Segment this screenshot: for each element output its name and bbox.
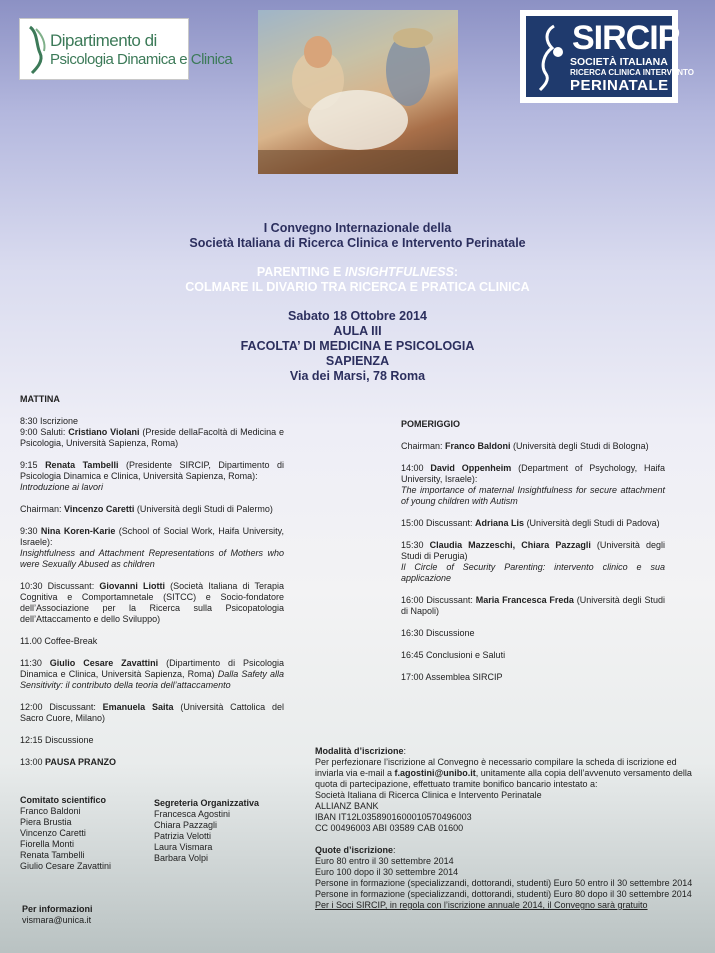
- secretariat-member: Chiara Pazzagli: [154, 820, 218, 830]
- fee-line: Persone in formazione (specializzandi, dottorandi, studenti) Euro 50 entro il 30 settembre 2014: [315, 878, 693, 888]
- conference-title-line1: I Convegno Internazionale della: [263, 221, 452, 235]
- theme-pre: PARENTING E: [256, 265, 345, 279]
- afternoon-title: POMERIGGIO: [401, 419, 461, 429]
- morning-session-4: 10:30 Discussant: Giovanni Liotti (Società Italiana di Terapia Cognitiva e Comportamnetale (SITCC) e Socio-fondatore dell’Associazione per la Ricerca sulla Psicopatologia dell’Attaccamento e dello Sviluppo): [20, 581, 284, 624]
- event-address: Via dei Marsi, 78 Roma: [289, 369, 426, 383]
- secretariat-title: Segreteria Organizzativa: [154, 798, 260, 808]
- theme-ital: INSIGHTFULNESS: [344, 265, 454, 279]
- conference-venue: [0, 309, 715, 384]
- registration-email[interactable]: f.agostini@unibo.it: [394, 768, 476, 778]
- painting-image: [258, 10, 458, 174]
- afternoon-session-3: 15:30 Claudia Mazzeschi, Chiara Pazzagli (Università degli Studi di Perugia) Il Circle of Security Parenting: intervento clinico e sua applicazione: [401, 540, 665, 583]
- registration-line2: inviarla via e-mail a f.agostini@unibo.it, unitamente alla copia dell’avvenuto versamento della: [315, 768, 692, 778]
- sircip-sub1: SOCIETÀ ITALIANA: [570, 56, 668, 68]
- fees-title: Quote d’iscrizione: [315, 845, 394, 855]
- registration-line3: quota di partecipazione, effettuato tramite bonifico bancario intestato a:: [315, 779, 598, 789]
- info-title: Per informazioni: [22, 904, 93, 914]
- theme-line2: COLMARE IL DIVARIO TRA RICERCA E PRATICA CLINICA: [185, 280, 530, 294]
- department-logo-line1: Dipartimento di: [50, 31, 157, 50]
- registration-account: CC 00496003 ABI 03589 CAB 01600: [315, 823, 464, 833]
- afternoon-conclusions: 16:45 Conclusioni e Saluti: [401, 650, 506, 660]
- committee-member: Franco Baldoni: [20, 806, 81, 816]
- organizing-secretariat: [154, 798, 284, 864]
- sircip-logo: [520, 10, 695, 103]
- info-contact: [22, 904, 172, 926]
- fee-line-members: Per i Soci SIRCIP, in regola con l’iscrizione annuale 2014, il Convegno sarà gratuito: [315, 900, 648, 910]
- registration-line1: Per perfezionare l’iscrizione al Convegno è necessario compilare la scheda di iscrizione ed: [315, 757, 677, 767]
- morning-chairman: Chairman: Vincenzo Caretti (Università degli Studi di Palermo): [20, 504, 273, 514]
- conference-title-line2: Società Italiana di Ricerca Clinica e Intervento Perinatale: [189, 236, 526, 250]
- committee-member: Renata Tambelli: [20, 850, 85, 860]
- afternoon-program: [401, 419, 665, 694]
- department-logo: [19, 18, 233, 80]
- sircip-name: SIRCIP: [572, 19, 680, 57]
- event-date: Sabato 18 Ottobre 2014: [288, 309, 427, 323]
- afternoon-session-1: 14:00 David Oppenheim (Department of Psychology, Haifa University, Israele): The importance of maternal Insightfulness for secure attachment of young children with Autism: [401, 463, 665, 506]
- scientific-committee: [20, 795, 145, 872]
- conference-title: [0, 221, 715, 251]
- info-email[interactable]: vismara@unica.it: [22, 915, 92, 925]
- sircip-sub3: PERINATALE: [570, 77, 669, 94]
- committee-member: Giulio Cesare Zavattini: [20, 861, 112, 871]
- registration-line4: Società Italiana di Ricerca Clinica e Intervento Perinatale: [315, 790, 542, 800]
- afternoon-chairman: Chairman: Franco Baldoni (Università degli Studi di Bologna): [401, 441, 649, 451]
- secretariat-member: Patrizia Velotti: [154, 831, 212, 841]
- registration-title: Modalità d’iscrizione: [315, 746, 404, 756]
- fee-line: Persone in formazione (specializzandi, dottorandi, studenti) Euro 80 dopo il 30 settembre 2014: [315, 889, 692, 899]
- fee-line: Euro 100 dopo il 30 settembre 2014: [315, 867, 459, 877]
- afternoon-assembly: 17:00 Assemblea SIRCIP: [401, 672, 503, 682]
- registration-iban: IBAN IT12L0358901600010570496003: [315, 812, 472, 822]
- committee-member: Fiorella Monti: [20, 839, 75, 849]
- conference-theme: [0, 265, 715, 295]
- department-logo-line2: Psicologia Dinamica e Clinica: [50, 51, 233, 68]
- morning-coffee-break: 11.00 Coffee-Break: [20, 636, 98, 646]
- morning-title: MATTINA: [20, 394, 60, 404]
- afternoon-discussion: 16:30 Discussione: [401, 628, 475, 638]
- afternoon-session-2: 15:00 Discussant: Adriana Lis (Università degli Studi di Padova): [401, 518, 660, 528]
- morning-lunch: 13:00 PAUSA PRANZO: [20, 757, 117, 767]
- committee-member: Piera Brustia: [20, 817, 72, 827]
- morning-discussion: 12:15 Discussione: [20, 735, 94, 745]
- morning-session-3: 9:30 Nina Koren-Karie (School of Social Work, Haifa University, Israele): Insightfulness and Attachment Representations of Mothers who were Sexually Abused as children: [20, 526, 284, 569]
- registration-line5: ALLIANZ BANK: [315, 801, 379, 811]
- morning-session-5: 11:30 Giulio Cesare Zavattini (Dipartimento di Psicologia Dinamica e Clinica, Università Sapienza, Roma) Dalla Safety alla Sensitivity: il contributo della teoria dell’attaccamento: [20, 658, 285, 690]
- secretariat-member: Laura Vismara: [154, 842, 213, 852]
- morning-session-6: 12:00 Discussant: Emanuela Saita (Università Cattolica del Sacro Cuore, Milano): [20, 702, 284, 723]
- committee-title: Comitato scientifico: [20, 795, 107, 805]
- morning-program: [20, 394, 284, 779]
- registration-info: Modalità d’iscrizione: Per perfezionare l’iscrizione al Convegno è necessario compilare la scheda di iscrizione ed inviarla via e-mail a f.agostini@unibo.it, unitamente alla copia dell’avvenuto versamento della quota di partecipazione, effettuato tramite bonifico bancario intestato a: Società Italiana di Ricerca Clinica e Intervento Perinatale ALLIANZ BANK IBAN IT12L0358901600010570496003 CC 00496003 ABI 03589 CAB 01600 Quote d’iscrizione: Euro 80 entro il 30 settembre 2014 Euro 100 dopo il 30 settembre 2014 Persone in formazione (specializzandi, dottorandi, studenti) Euro 50 entro il 30 settembre 2014 Persone in formazione (specializzandi, dottorandi, studenti) Euro 80 dopo il 30 settembre 2014 Per i Soci SIRCIP, in regola con l’iscrizione annuale 2014, il Convegno sarà gratuito: [315, 746, 707, 911]
- event-room: AULA III: [333, 324, 382, 338]
- morning-session-2: 9:15 Renata Tambelli (Presidente SIRCIP, Dipartimento di Psicologia Dinamica e Clinica, Università Sapienza, Roma): Introduzione ai lavori: [20, 460, 284, 492]
- secretariat-member: Francesca Agostini: [154, 809, 231, 819]
- department-logo-icon: [26, 25, 52, 75]
- theme-post: :: [453, 265, 459, 279]
- committee-member: Vincenzo Caretti: [20, 828, 86, 838]
- event-faculty: FACOLTA’ DI MEDICINA E PSICOLOGIA: [240, 339, 475, 353]
- morning-registration: 8:30 Iscrizione: [20, 416, 79, 426]
- mother-child-painting: [258, 10, 458, 174]
- secretariat-member: Barbara Volpi: [154, 853, 209, 863]
- event-university: SAPIENZA: [325, 354, 390, 368]
- sircip-figure-icon: [534, 22, 570, 92]
- morning-session-1: 9:00 Saluti: Cristiano Violani (Preside dellaFacoltà di Medicina e Psicologia, Università Sapienza, Roma): [20, 427, 284, 448]
- afternoon-session-4: 16:00 Discussant: Maria Francesca Freda (Università degli Studi di Napoli): [401, 595, 665, 616]
- sircip-sub2: RICERCA CLINICA INTERVENTO: [570, 68, 695, 77]
- fee-line: Euro 80 entro il 30 settembre 2014: [315, 856, 454, 866]
